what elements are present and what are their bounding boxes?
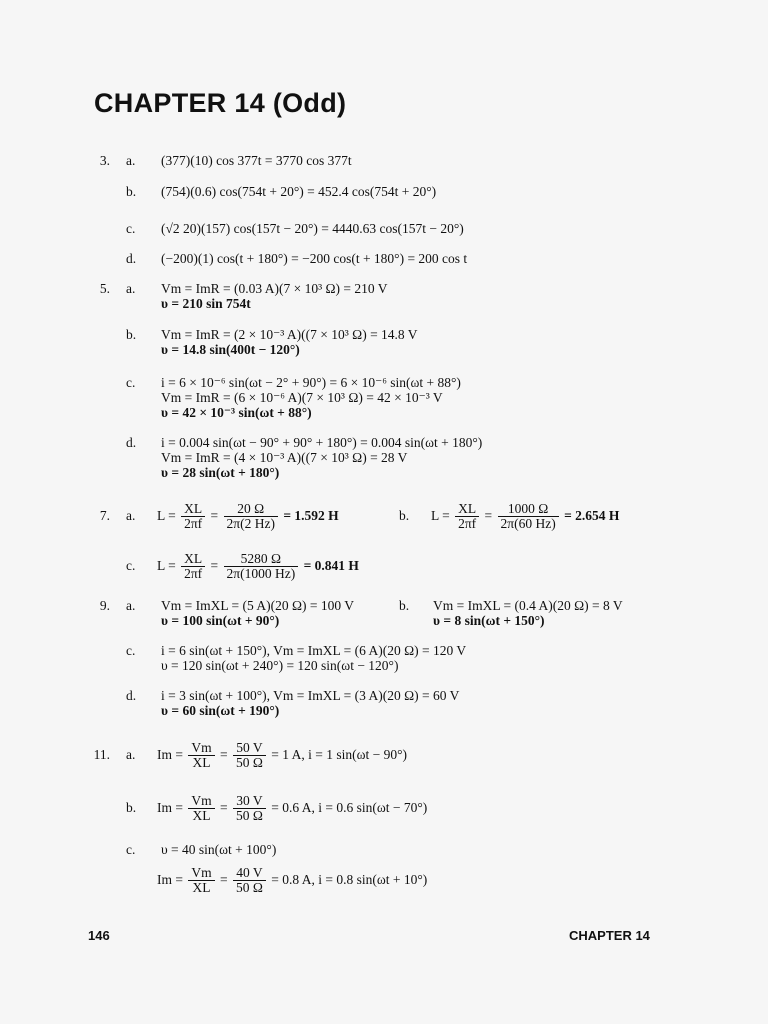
- part-label: a.: [126, 598, 136, 613]
- part-label: d.: [126, 688, 137, 703]
- part-label: a.: [126, 153, 136, 168]
- part-label: c.: [126, 842, 136, 857]
- fraction: $\frac{XL}{2\pi f}$: [181, 502, 205, 531]
- equation-line: Vm = ImXL = (0.4 A)(20 Ω) = 8 V: [433, 598, 623, 613]
- fraction: $\frac{Vm}{XL}$: [188, 794, 214, 823]
- fraction: $\frac{Vm}{XL}$: [188, 866, 214, 895]
- fraction: $\frac{5280 \Omega}{2\pi(1000 Hz)}$: [224, 552, 299, 581]
- fraction: $\frac{1000 \Omega}{2\pi(60 Hz)}$: [498, 502, 559, 531]
- equation-line: υ = 100 sin(ωt + 90°): [161, 613, 280, 628]
- equation-line: υ = 14.8 sin(400t − 120°): [161, 342, 300, 357]
- part-label: c.: [126, 375, 136, 390]
- equation-line: Im = $\frac{Vm}{XL}$ = $\frac{30 V}{50 \Omega}$ = 0.6 A, i = 0.6 sin(ωt − 70°): [157, 793, 428, 824]
- fraction: $\frac{20 \Omega}{2\pi(2 Hz)}$: [224, 502, 278, 531]
- problem-number: 7.: [99, 508, 110, 523]
- problem-number: 3.: [99, 153, 110, 168]
- equation-line: i = 6 × 10⁻⁶ sin(ωt − 2° + 90°) = 6 × 10⁻⁶ sin(ωt + 88°): [161, 375, 461, 390]
- equation-line: υ = 40 sin(ωt + 100°): [161, 842, 277, 857]
- equation-line: υ = 210 sin 754t: [161, 296, 251, 311]
- equation-line: L = $\frac{XL}{2\pi f}$ = $\frac{5280 \Omega}{2\pi(1000 Hz)}$ = 0.841 H: [157, 551, 359, 582]
- part-label: a.: [126, 281, 136, 296]
- part-label: c.: [126, 558, 136, 573]
- equation-line: i = 0.004 sin(ωt − 90° + 90° + 180°) = 0.004 sin(ωt + 180°): [161, 435, 483, 450]
- fraction: $\frac{Vm}{XL}$: [188, 741, 214, 770]
- equation-line: i = 6 sin(ωt + 150°), Vm = ImXL = (6 A)(20 Ω) = 120 V: [161, 643, 467, 658]
- equation-line: Vm = ImR = (0.03 A)(7 × 10³ Ω) = 210 V: [161, 281, 388, 296]
- equation-line: (−200)(1) cos(t + 180°) = −200 cos(t + 180°) = 200 cos t: [161, 251, 468, 266]
- fraction: $\frac{XL}{2\pi f}$: [181, 552, 205, 581]
- fraction: $\frac{30 V}{50 \Omega}$: [233, 794, 266, 823]
- equation-line: L = $\frac{XL}{2\pi f}$ = $\frac{20 \Omega}{2\pi(2 Hz)}$ = 1.592 H: [157, 501, 339, 532]
- equation-line: Vm = ImR = (6 × 10⁻⁶ A)(7 × 10³ Ω) = 42 × 10⁻³ V: [161, 390, 443, 405]
- equation-line: i = 3 sin(ωt + 100°), Vm = ImXL = (3 A)(20 Ω) = 60 V: [161, 688, 460, 703]
- part-label: b.: [399, 598, 410, 613]
- part-label: a.: [126, 747, 136, 762]
- equation-line: L = $\frac{XL}{2\pi f}$ = $\frac{1000 \Omega}{2\pi(60 Hz)}$ = 2.654 H: [431, 501, 620, 532]
- part-label: b.: [126, 184, 137, 199]
- equation-line: Vm = ImR = (2 × 10⁻³ A)((7 × 10³ Ω) = 14.8 V: [161, 327, 418, 342]
- equation-line: υ = 28 sin(ωt + 180°): [161, 465, 280, 480]
- equation-line: υ = 60 sin(ωt + 190°): [161, 703, 280, 718]
- part-label: b.: [126, 800, 137, 815]
- equation-line: (√2 20)(157) cos(157t − 20°) = 4440.63 cos(157t − 20°): [161, 221, 464, 236]
- equation-line: υ = 120 sin(ωt + 240°) = 120 sin(ωt − 120°): [161, 658, 399, 673]
- equation-line: Im = $\frac{Vm}{XL}$ = $\frac{40 V}{50 \Omega}$ = 0.8 A, i = 0.8 sin(ωt + 10°): [157, 865, 428, 896]
- equation-line: (754)(0.6) cos(754t + 20°) = 452.4 cos(754t + 20°): [161, 184, 437, 199]
- fraction: $\frac{50 V}{50 \Omega}$: [233, 741, 266, 770]
- equation-line: Vm = ImR = (4 × 10⁻³ A)((7 × 10³ Ω) = 28 V: [161, 450, 408, 465]
- problem-number: 5.: [99, 281, 110, 296]
- part-label: c.: [126, 221, 136, 236]
- part-label: c.: [126, 643, 136, 658]
- problem-number: 9.: [99, 598, 110, 613]
- fraction: $\frac{XL}{2\pi f}$: [455, 502, 479, 531]
- equation-line: Vm = ImXL = (5 A)(20 Ω) = 100 V: [161, 598, 354, 613]
- part-label: b.: [399, 508, 410, 523]
- problem-number: 11.: [93, 747, 110, 762]
- equation-line: (377)(10) cos 377t = 3770 cos 377t: [161, 153, 352, 168]
- page-number: 146: [88, 928, 110, 943]
- equation-line: Im = $\frac{Vm}{XL}$ = $\frac{50 V}{50 \Omega}$ = 1 A, i = 1 sin(ωt − 90°): [157, 740, 408, 771]
- fraction: $\frac{40 V}{50 \Omega}$: [233, 866, 266, 895]
- page-title: CHAPTER 14 (Odd): [94, 88, 347, 118]
- part-label: b.: [126, 327, 137, 342]
- equation-line: υ = 42 × 10⁻³ sin(ωt + 88°): [161, 405, 312, 420]
- part-label: d.: [126, 251, 137, 266]
- equation-line: υ = 8 sin(ωt + 150°): [433, 613, 545, 628]
- part-label: d.: [126, 435, 137, 450]
- running-footer: CHAPTER 14: [569, 928, 650, 943]
- part-label: a.: [126, 508, 136, 523]
